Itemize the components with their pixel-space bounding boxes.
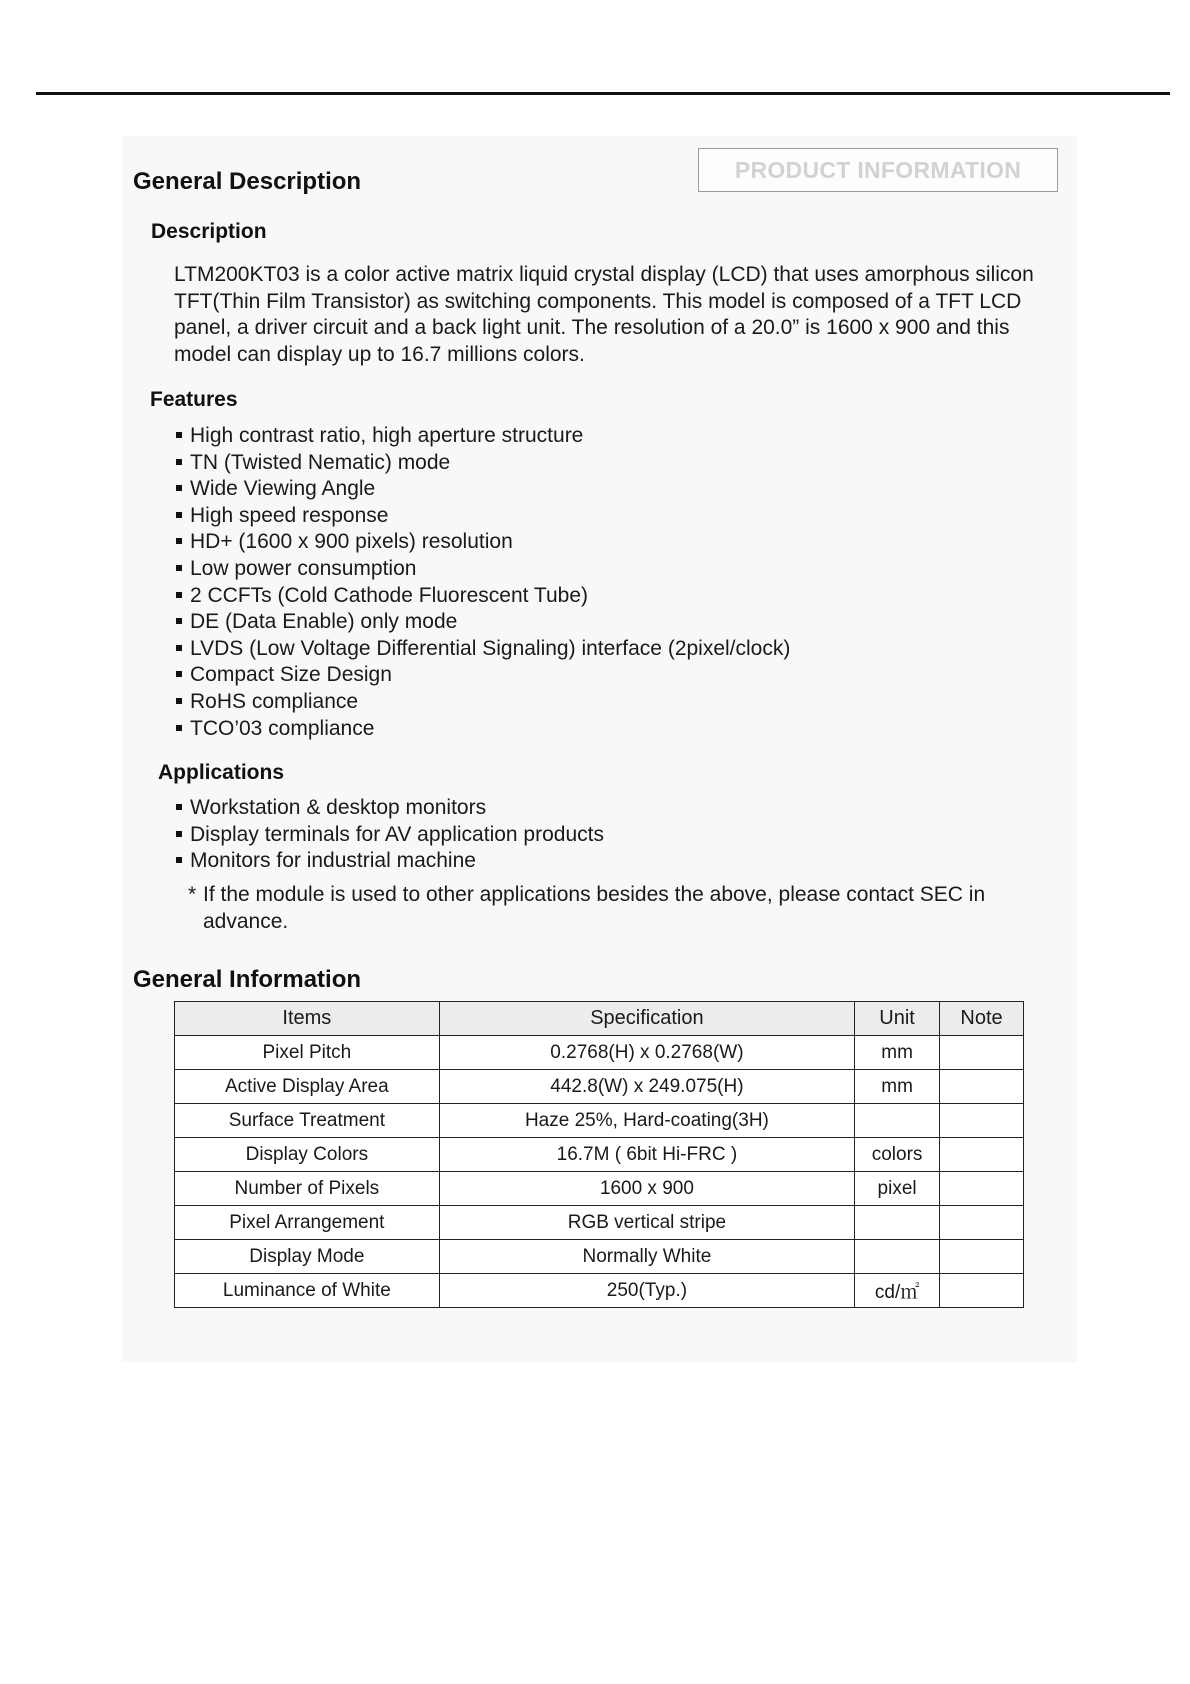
table-row — [175, 1240, 1024, 1274]
cell-item: Display Colors — [175, 1138, 440, 1172]
bullet-icon — [176, 538, 182, 544]
cell-unit: mm — [855, 1036, 940, 1070]
cell-spec: 250(Typ.) — [439, 1274, 854, 1308]
list-item: LVDS (Low Voltage Differential Signaling) interface (2pixel/clock) — [176, 636, 790, 663]
list-item: Monitors for industrial machine — [176, 848, 604, 875]
table-row — [175, 1104, 1024, 1138]
general-information-table — [174, 1001, 1024, 1308]
applications-heading: Applications — [158, 761, 285, 784]
bullet-icon — [176, 725, 182, 731]
bullet-icon — [176, 857, 182, 863]
bullet-icon — [176, 512, 182, 518]
cell-spec: Normally White — [439, 1240, 854, 1274]
asterisk-marker: * — [188, 883, 197, 906]
applications-note — [188, 882, 1038, 935]
cell-note — [940, 1274, 1024, 1308]
list-item: TCO’03 compliance — [176, 716, 790, 743]
cell-item: Number of Pixels — [175, 1172, 440, 1206]
table-row — [175, 1206, 1024, 1240]
cell-note — [940, 1240, 1024, 1274]
cell-spec: 0.2768(H) x 0.2768(W) — [439, 1036, 854, 1070]
list-item: Low power consumption — [176, 556, 790, 583]
list-item: Wide Viewing Angle — [176, 476, 790, 503]
description-text: LTM200KT03 is a color active matrix liquid crystal display (LCD) that uses amorphous silicon TFT(Thin Film Transistor) as switching components. This model is composed of a TFT LCD panel, a driver circuit and a back light unit. The resolution of a 20.0” is 1600 x 900 and this model can display up to 16.7 millions colors. — [174, 263, 1034, 366]
list-item: 2 CCFTs (Cold Cathode Fluorescent Tube) — [176, 583, 790, 610]
column-header-unit: Unit — [855, 1002, 940, 1036]
cell-unit: colors — [855, 1138, 940, 1172]
cell-spec: 16.7M ( 6bit Hi-FRC ) — [439, 1138, 854, 1172]
bullet-icon — [176, 645, 182, 651]
features-list — [176, 423, 790, 742]
list-item: TN (Twisted Nematic) mode — [176, 450, 790, 477]
column-header-specification: Specification — [439, 1002, 854, 1036]
cell-note — [940, 1036, 1024, 1070]
general-description-title: General Description — [133, 168, 362, 195]
bullet-icon — [176, 432, 182, 438]
general-information-title: General Information — [133, 966, 362, 993]
list-item: Display terminals for AV application products — [176, 822, 604, 849]
bullet-icon — [176, 618, 182, 624]
applications-list — [176, 795, 604, 875]
bullet-icon — [176, 592, 182, 598]
table-row — [175, 1172, 1024, 1206]
product-information-badge: PRODUCT INFORMATION — [698, 148, 1058, 192]
description-heading: Description — [151, 220, 267, 243]
cell-spec: 1600 x 900 — [439, 1172, 854, 1206]
cell-spec: Haze 25%, Hard-coating(3H) — [439, 1104, 854, 1138]
table-row — [175, 1070, 1024, 1104]
cell-item: Luminance of White — [175, 1274, 440, 1308]
bullet-icon — [176, 565, 182, 571]
bullet-icon — [176, 698, 182, 704]
list-item: RoHS compliance — [176, 689, 790, 716]
column-header-note: Note — [940, 1002, 1024, 1036]
note-text: If the module is used to other applications besides the above, please contact SEC in advance. — [203, 883, 986, 933]
cell-unit: mm — [855, 1070, 940, 1104]
cell-unit: pixel — [855, 1172, 940, 1206]
bullet-icon — [176, 831, 182, 837]
cell-spec: RGB vertical stripe — [439, 1206, 854, 1240]
cell-spec: 442.8(W) x 249.075(H) — [439, 1070, 854, 1104]
cell-item: Pixel Arrangement — [175, 1206, 440, 1240]
table-row — [175, 1036, 1024, 1070]
table-header-row — [175, 1002, 1024, 1036]
features-heading: Features — [150, 388, 238, 411]
cell-note — [940, 1206, 1024, 1240]
cell-note — [940, 1070, 1024, 1104]
list-item: DE (Data Enable) only mode — [176, 609, 790, 636]
cell-note — [940, 1104, 1024, 1138]
cell-unit — [855, 1206, 940, 1240]
cell-unit: cd/㎡ — [855, 1274, 940, 1308]
list-item: Workstation & desktop monitors — [176, 795, 604, 822]
bullet-icon — [176, 804, 182, 810]
cell-unit — [855, 1240, 940, 1274]
bullet-icon — [176, 485, 182, 491]
list-item: High contrast ratio, high aperture structure — [176, 423, 790, 450]
list-item: Compact Size Design — [176, 662, 790, 689]
cell-item: Display Mode — [175, 1240, 440, 1274]
cell-note — [940, 1172, 1024, 1206]
cell-item: Active Display Area — [175, 1070, 440, 1104]
table-row — [175, 1138, 1024, 1172]
cell-note — [940, 1138, 1024, 1172]
list-item: HD+ (1600 x 900 pixels) resolution — [176, 529, 790, 556]
cell-item: Surface Treatment — [175, 1104, 440, 1138]
cell-item: Pixel Pitch — [175, 1036, 440, 1070]
list-item: High speed response — [176, 503, 790, 530]
cell-unit — [855, 1104, 940, 1138]
bullet-icon — [176, 459, 182, 465]
column-header-items: Items — [175, 1002, 440, 1036]
table-row — [175, 1274, 1024, 1308]
bullet-icon — [176, 671, 182, 677]
header-rule — [36, 92, 1170, 95]
